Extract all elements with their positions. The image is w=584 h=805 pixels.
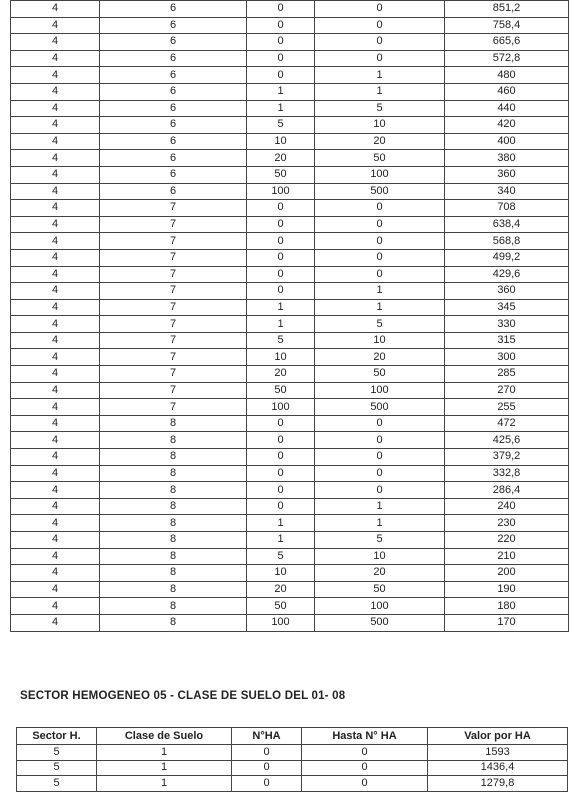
cell-ha-to: 0 bbox=[315, 415, 445, 432]
cell-ha-from: 0 bbox=[247, 449, 315, 466]
cell-ha-to: 0 bbox=[315, 216, 445, 233]
cell-soil-class: 8 bbox=[100, 598, 247, 615]
cell-soil-class: 7 bbox=[100, 349, 247, 366]
table-row bbox=[11, 515, 569, 532]
cell-value-per-ha: 708 bbox=[445, 200, 569, 217]
cell-ha-from: 20 bbox=[247, 581, 315, 598]
cell-value-per-ha: 220 bbox=[445, 532, 569, 549]
cell-sector: 4 bbox=[11, 614, 100, 631]
cell-ha-from: 0 bbox=[247, 34, 315, 51]
cell-ha-from: 0 bbox=[232, 745, 302, 761]
cell-sector: 5 bbox=[17, 760, 97, 776]
valuation-table-sector-05 bbox=[16, 727, 568, 792]
table-row bbox=[11, 449, 569, 466]
cell-sector: 4 bbox=[11, 432, 100, 449]
cell-sector: 4 bbox=[11, 548, 100, 565]
header-ha-from: N°HA bbox=[232, 728, 302, 745]
cell-ha-to: 0 bbox=[315, 465, 445, 482]
cell-value-per-ha: 400 bbox=[445, 133, 569, 150]
table-row bbox=[11, 17, 569, 34]
cell-soil-class: 8 bbox=[100, 515, 247, 532]
cell-ha-to: 10 bbox=[315, 332, 445, 349]
cell-ha-from: 1 bbox=[247, 100, 315, 117]
cell-value-per-ha: 332,8 bbox=[445, 465, 569, 482]
cell-sector: 4 bbox=[11, 17, 100, 34]
cell-ha-from: 1 bbox=[247, 515, 315, 532]
cell-value-per-ha: 460 bbox=[445, 83, 569, 100]
cell-ha-to: 1 bbox=[315, 83, 445, 100]
cell-soil-class: 7 bbox=[100, 399, 247, 416]
cell-sector: 4 bbox=[11, 249, 100, 266]
cell-soil-class: 8 bbox=[100, 432, 247, 449]
cell-soil-class: 7 bbox=[100, 216, 247, 233]
cell-ha-to: 0 bbox=[315, 17, 445, 34]
cell-ha-from: 1 bbox=[247, 316, 315, 333]
table-row bbox=[17, 760, 568, 776]
cell-soil-class: 6 bbox=[100, 17, 247, 34]
cell-sector: 4 bbox=[11, 332, 100, 349]
cell-sector: 4 bbox=[11, 366, 100, 383]
cell-value-per-ha: 286,4 bbox=[445, 482, 569, 499]
cell-ha-from: 0 bbox=[247, 465, 315, 482]
table-row bbox=[11, 482, 569, 499]
cell-value-per-ha: 1279,8 bbox=[428, 776, 568, 792]
table-row bbox=[11, 34, 569, 51]
table-row bbox=[11, 166, 569, 183]
cell-sector: 4 bbox=[11, 382, 100, 399]
table-row bbox=[11, 465, 569, 482]
cell-value-per-ha: 758,4 bbox=[445, 17, 569, 34]
cell-value-per-ha: 480 bbox=[445, 67, 569, 84]
cell-ha-from: 0 bbox=[247, 200, 315, 217]
cell-ha-from: 100 bbox=[247, 399, 315, 416]
cell-ha-to: 1 bbox=[315, 67, 445, 84]
cell-ha-from: 0 bbox=[247, 266, 315, 283]
cell-ha-to: 5 bbox=[315, 100, 445, 117]
cell-ha-to: 100 bbox=[315, 382, 445, 399]
cell-ha-from: 50 bbox=[247, 598, 315, 615]
valuation-table-top bbox=[10, 0, 569, 632]
cell-soil-class: 8 bbox=[100, 482, 247, 499]
cell-ha-to: 1 bbox=[315, 515, 445, 532]
cell-ha-to: 100 bbox=[315, 598, 445, 615]
table-row bbox=[11, 532, 569, 549]
cell-ha-to: 0 bbox=[315, 233, 445, 250]
cell-soil-class: 6 bbox=[100, 166, 247, 183]
cell-value-per-ha: 420 bbox=[445, 117, 569, 134]
cell-sector: 4 bbox=[11, 133, 100, 150]
cell-ha-from: 50 bbox=[247, 382, 315, 399]
cell-ha-from: 0 bbox=[247, 216, 315, 233]
cell-sector: 4 bbox=[11, 349, 100, 366]
cell-soil-class: 6 bbox=[100, 150, 247, 167]
cell-ha-to: 1 bbox=[315, 299, 445, 316]
cell-soil-class: 8 bbox=[100, 614, 247, 631]
cell-ha-to: 0 bbox=[315, 34, 445, 51]
table-row bbox=[17, 745, 568, 761]
cell-sector: 4 bbox=[11, 598, 100, 615]
cell-value-per-ha: 665,6 bbox=[445, 34, 569, 51]
cell-ha-to: 0 bbox=[315, 249, 445, 266]
table-row bbox=[11, 415, 569, 432]
table-row bbox=[11, 266, 569, 283]
cell-sector: 4 bbox=[11, 399, 100, 416]
cell-ha-to: 0 bbox=[315, 482, 445, 499]
cell-soil-class: 7 bbox=[100, 332, 247, 349]
cell-sector: 4 bbox=[11, 515, 100, 532]
cell-soil-class: 8 bbox=[100, 465, 247, 482]
table-row bbox=[11, 581, 569, 598]
cell-ha-from: 0 bbox=[247, 482, 315, 499]
cell-ha-from: 5 bbox=[247, 548, 315, 565]
cell-sector: 4 bbox=[11, 498, 100, 515]
cell-soil-class: 8 bbox=[100, 449, 247, 466]
header-value-per-ha: Valor por HA bbox=[428, 728, 568, 745]
cell-ha-from: 100 bbox=[247, 183, 315, 200]
cell-ha-from: 0 bbox=[247, 1, 315, 18]
cell-sector: 4 bbox=[11, 1, 100, 18]
table-row bbox=[11, 133, 569, 150]
cell-value-per-ha: 340 bbox=[445, 183, 569, 200]
cell-soil-class: 8 bbox=[100, 415, 247, 432]
cell-ha-from: 10 bbox=[247, 565, 315, 582]
cell-value-per-ha: 360 bbox=[445, 283, 569, 300]
cell-ha-from: 0 bbox=[247, 249, 315, 266]
cell-soil-class: 6 bbox=[100, 117, 247, 134]
cell-sector: 4 bbox=[11, 166, 100, 183]
table-row bbox=[11, 316, 569, 333]
cell-soil-class: 7 bbox=[100, 200, 247, 217]
table-row bbox=[17, 776, 568, 792]
cell-ha-from: 0 bbox=[247, 498, 315, 515]
table-row bbox=[11, 233, 569, 250]
cell-sector: 4 bbox=[11, 449, 100, 466]
cell-value-per-ha: 425,6 bbox=[445, 432, 569, 449]
cell-ha-to: 20 bbox=[315, 133, 445, 150]
cell-sector: 4 bbox=[11, 200, 100, 217]
cell-sector: 4 bbox=[11, 150, 100, 167]
cell-ha-from: 0 bbox=[247, 50, 315, 67]
cell-value-per-ha: 190 bbox=[445, 581, 569, 598]
cell-ha-to: 0 bbox=[302, 760, 428, 776]
table-row bbox=[11, 183, 569, 200]
cell-soil-class: 7 bbox=[100, 366, 247, 383]
cell-soil-class: 8 bbox=[100, 498, 247, 515]
table-row bbox=[11, 399, 569, 416]
table-row bbox=[11, 548, 569, 565]
cell-ha-to: 5 bbox=[315, 316, 445, 333]
cell-value-per-ha: 315 bbox=[445, 332, 569, 349]
table-row bbox=[11, 83, 569, 100]
cell-ha-from: 20 bbox=[247, 366, 315, 383]
cell-ha-from: 5 bbox=[247, 332, 315, 349]
cell-ha-from: 0 bbox=[247, 67, 315, 84]
cell-sector: 4 bbox=[11, 581, 100, 598]
header-ha-to: Hasta N° HA bbox=[302, 728, 428, 745]
cell-ha-from: 0 bbox=[247, 415, 315, 432]
cell-value-per-ha: 851,2 bbox=[445, 1, 569, 18]
cell-ha-from: 10 bbox=[247, 349, 315, 366]
cell-sector: 4 bbox=[11, 266, 100, 283]
cell-ha-from: 50 bbox=[247, 166, 315, 183]
cell-ha-to: 0 bbox=[315, 432, 445, 449]
header-soil-class: Clase de Suelo bbox=[97, 728, 232, 745]
cell-ha-from: 0 bbox=[247, 283, 315, 300]
cell-soil-class: 7 bbox=[100, 266, 247, 283]
cell-ha-from: 1 bbox=[247, 532, 315, 549]
cell-sector: 4 bbox=[11, 83, 100, 100]
cell-ha-from: 100 bbox=[247, 614, 315, 631]
cell-soil-class: 8 bbox=[100, 565, 247, 582]
cell-ha-from: 0 bbox=[247, 233, 315, 250]
cell-sector: 4 bbox=[11, 565, 100, 582]
cell-soil-class: 6 bbox=[100, 50, 247, 67]
cell-soil-class: 8 bbox=[100, 548, 247, 565]
table-row bbox=[11, 216, 569, 233]
cell-sector: 4 bbox=[11, 233, 100, 250]
cell-ha-to: 10 bbox=[315, 117, 445, 134]
cell-value-per-ha: 180 bbox=[445, 598, 569, 615]
cell-ha-to: 0 bbox=[315, 1, 445, 18]
table-row bbox=[11, 332, 569, 349]
cell-value-per-ha: 300 bbox=[445, 349, 569, 366]
cell-sector: 4 bbox=[11, 216, 100, 233]
cell-sector: 4 bbox=[11, 100, 100, 117]
cell-soil-class: 7 bbox=[100, 316, 247, 333]
cell-ha-from: 0 bbox=[232, 760, 302, 776]
cell-ha-to: 100 bbox=[315, 166, 445, 183]
cell-ha-to: 1 bbox=[315, 283, 445, 300]
cell-ha-from: 0 bbox=[247, 432, 315, 449]
table-row bbox=[11, 150, 569, 167]
cell-ha-from: 20 bbox=[247, 150, 315, 167]
cell-sector: 5 bbox=[17, 776, 97, 792]
cell-sector: 4 bbox=[11, 283, 100, 300]
cell-value-per-ha: 210 bbox=[445, 548, 569, 565]
table-row bbox=[11, 249, 569, 266]
cell-ha-to: 500 bbox=[315, 183, 445, 200]
cell-value-per-ha: 1436,4 bbox=[428, 760, 568, 776]
cell-ha-from: 0 bbox=[247, 17, 315, 34]
cell-soil-class: 6 bbox=[100, 34, 247, 51]
cell-sector: 4 bbox=[11, 299, 100, 316]
cell-ha-to: 0 bbox=[315, 200, 445, 217]
table-row bbox=[11, 1, 569, 18]
cell-sector: 5 bbox=[17, 745, 97, 761]
table-row bbox=[11, 614, 569, 631]
table-row bbox=[11, 366, 569, 383]
table-row bbox=[11, 200, 569, 217]
cell-ha-from: 0 bbox=[232, 776, 302, 792]
cell-value-per-ha: 360 bbox=[445, 166, 569, 183]
cell-soil-class: 1 bbox=[97, 745, 232, 761]
cell-value-per-ha: 429,6 bbox=[445, 266, 569, 283]
cell-ha-to: 5 bbox=[315, 532, 445, 549]
cell-sector: 4 bbox=[11, 67, 100, 84]
table-row bbox=[11, 117, 569, 134]
table-row bbox=[11, 67, 569, 84]
cell-ha-to: 0 bbox=[315, 266, 445, 283]
cell-ha-to: 10 bbox=[315, 548, 445, 565]
cell-value-per-ha: 285 bbox=[445, 366, 569, 383]
cell-value-per-ha: 255 bbox=[445, 399, 569, 416]
table-header-row bbox=[17, 728, 568, 745]
table-row bbox=[11, 50, 569, 67]
cell-soil-class: 6 bbox=[100, 83, 247, 100]
cell-ha-to: 20 bbox=[315, 565, 445, 582]
table-row bbox=[11, 349, 569, 366]
cell-soil-class: 8 bbox=[100, 532, 247, 549]
cell-soil-class: 7 bbox=[100, 382, 247, 399]
table-row bbox=[11, 565, 569, 582]
cell-ha-to: 0 bbox=[315, 449, 445, 466]
cell-ha-to: 1 bbox=[315, 498, 445, 515]
cell-value-per-ha: 200 bbox=[445, 565, 569, 582]
cell-ha-to: 20 bbox=[315, 349, 445, 366]
cell-ha-to: 0 bbox=[302, 745, 428, 761]
cell-value-per-ha: 270 bbox=[445, 382, 569, 399]
table-row bbox=[11, 432, 569, 449]
cell-value-per-ha: 230 bbox=[445, 515, 569, 532]
cell-soil-class: 6 bbox=[100, 183, 247, 200]
cell-sector: 4 bbox=[11, 316, 100, 333]
cell-value-per-ha: 568,8 bbox=[445, 233, 569, 250]
cell-value-per-ha: 240 bbox=[445, 498, 569, 515]
cell-ha-to: 500 bbox=[315, 399, 445, 416]
cell-sector: 4 bbox=[11, 50, 100, 67]
cell-soil-class: 6 bbox=[100, 1, 247, 18]
table-row bbox=[11, 283, 569, 300]
cell-ha-to: 0 bbox=[315, 50, 445, 67]
cell-value-per-ha: 345 bbox=[445, 299, 569, 316]
table-row bbox=[11, 498, 569, 515]
table-row bbox=[11, 299, 569, 316]
cell-value-per-ha: 379,2 bbox=[445, 449, 569, 466]
cell-value-per-ha: 330 bbox=[445, 316, 569, 333]
cell-value-per-ha: 380 bbox=[445, 150, 569, 167]
cell-sector: 4 bbox=[11, 183, 100, 200]
cell-ha-to: 50 bbox=[315, 150, 445, 167]
cell-ha-from: 10 bbox=[247, 133, 315, 150]
cell-ha-from: 1 bbox=[247, 83, 315, 100]
cell-ha-to: 0 bbox=[302, 776, 428, 792]
cell-ha-from: 1 bbox=[247, 299, 315, 316]
cell-sector: 4 bbox=[11, 34, 100, 51]
cell-soil-class: 1 bbox=[97, 776, 232, 792]
cell-soil-class: 6 bbox=[100, 67, 247, 84]
cell-value-per-ha: 572,8 bbox=[445, 50, 569, 67]
table-row bbox=[11, 598, 569, 615]
header-sector: Sector H. bbox=[17, 728, 97, 745]
cell-ha-to: 50 bbox=[315, 581, 445, 598]
cell-soil-class: 6 bbox=[100, 100, 247, 117]
cell-value-per-ha: 440 bbox=[445, 100, 569, 117]
cell-sector: 4 bbox=[11, 465, 100, 482]
cell-value-per-ha: 638,4 bbox=[445, 216, 569, 233]
cell-sector: 4 bbox=[11, 482, 100, 499]
table-row bbox=[11, 100, 569, 117]
section-heading: SECTOR HEMOGENEO 05 - CLASE DE SUELO DEL 01- 08 bbox=[20, 690, 346, 702]
cell-sector: 4 bbox=[11, 532, 100, 549]
cell-sector: 4 bbox=[11, 117, 100, 134]
cell-value-per-ha: 472 bbox=[445, 415, 569, 432]
cell-value-per-ha: 170 bbox=[445, 614, 569, 631]
cell-soil-class: 7 bbox=[100, 299, 247, 316]
cell-soil-class: 8 bbox=[100, 581, 247, 598]
table-row bbox=[11, 382, 569, 399]
cell-soil-class: 6 bbox=[100, 133, 247, 150]
cell-ha-to: 50 bbox=[315, 366, 445, 383]
cell-value-per-ha: 499,2 bbox=[445, 249, 569, 266]
cell-ha-from: 5 bbox=[247, 117, 315, 134]
cell-soil-class: 1 bbox=[97, 760, 232, 776]
cell-soil-class: 7 bbox=[100, 283, 247, 300]
cell-soil-class: 7 bbox=[100, 249, 247, 266]
cell-sector: 4 bbox=[11, 415, 100, 432]
cell-value-per-ha: 1593 bbox=[428, 745, 568, 761]
cell-soil-class: 7 bbox=[100, 233, 247, 250]
cell-ha-to: 500 bbox=[315, 614, 445, 631]
